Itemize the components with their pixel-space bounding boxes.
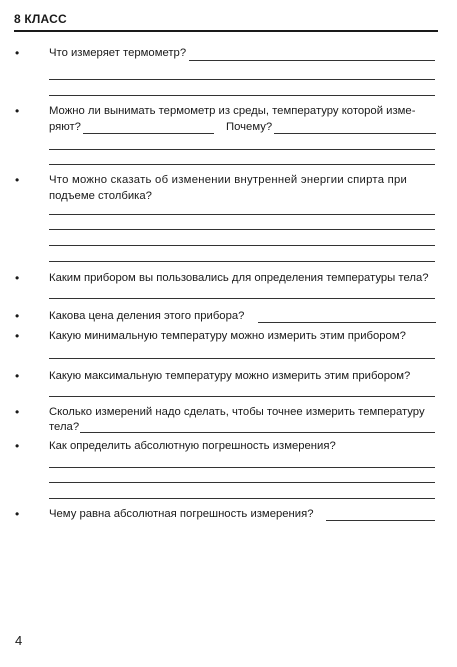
answer-line[interactable]: [49, 149, 435, 150]
question-internal-energy: Что можно сказать об изменении внутренней энергии спирта при: [49, 174, 408, 186]
question-scale-division: Какова цена деления этого прибора?: [49, 310, 245, 322]
bullet: •: [15, 439, 20, 453]
question-internal-energy-cont: подъеме столбика?: [49, 190, 152, 202]
answer-line[interactable]: [326, 520, 435, 521]
answer-line[interactable]: [258, 322, 436, 323]
bullet: •: [15, 271, 20, 285]
answer-line[interactable]: [49, 79, 435, 80]
answer-line[interactable]: [49, 482, 435, 483]
answer-line[interactable]: [189, 60, 435, 61]
bullet: •: [15, 369, 20, 383]
header-divider: [14, 30, 438, 32]
question-remove-thermometer: Можно ли вынимать термометр из среды, температуру которой изме-: [49, 105, 416, 117]
answer-line[interactable]: [83, 133, 214, 134]
question-why: Почему?: [226, 121, 273, 133]
answer-line[interactable]: [49, 245, 435, 246]
bullet: •: [15, 309, 20, 323]
bullet: •: [15, 507, 20, 521]
bullet: •: [15, 104, 20, 118]
page-number: 4: [15, 633, 23, 648]
grade-header: 8 КЛАСС: [14, 12, 67, 26]
answer-line[interactable]: [49, 467, 435, 468]
answer-line[interactable]: [49, 298, 435, 299]
question-instrument-used: Каким прибором вы пользовались для определения температуры тела?: [49, 272, 429, 284]
question-min-temperature: Какую минимальную температуру можно измерить этим прибором?: [49, 330, 406, 342]
bullet: •: [15, 329, 20, 343]
bullet: •: [15, 405, 20, 419]
question-remove-thermometer-cont: ряют?: [49, 121, 81, 133]
answer-line[interactable]: [49, 261, 435, 262]
answer-line[interactable]: [49, 358, 435, 359]
answer-line[interactable]: [274, 133, 436, 134]
question-measurement-count-cont: тела?: [49, 421, 80, 433]
bullet: •: [15, 46, 20, 60]
question-max-temperature: Какую максимальную температуру можно измерить этим прибором?: [49, 370, 411, 382]
question-absolute-error-value: Чему равна абсолютная погрешность измерения?: [49, 508, 314, 520]
answer-line[interactable]: [49, 95, 435, 96]
answer-line[interactable]: [49, 229, 435, 230]
question-absolute-error-how: Как определить абсолютную погрешность измерения?: [49, 440, 336, 452]
answer-line[interactable]: [80, 432, 435, 433]
answer-line[interactable]: [49, 164, 435, 165]
answer-line[interactable]: [49, 214, 435, 215]
bullet: •: [15, 173, 20, 187]
question-measurement-count: Сколько измерений надо сделать, чтобы точнее измерить температуру: [49, 406, 425, 418]
answer-line[interactable]: [49, 498, 435, 499]
answer-line[interactable]: [49, 396, 435, 397]
question-thermometer-measures: Что измеряет термометр?: [49, 47, 187, 59]
